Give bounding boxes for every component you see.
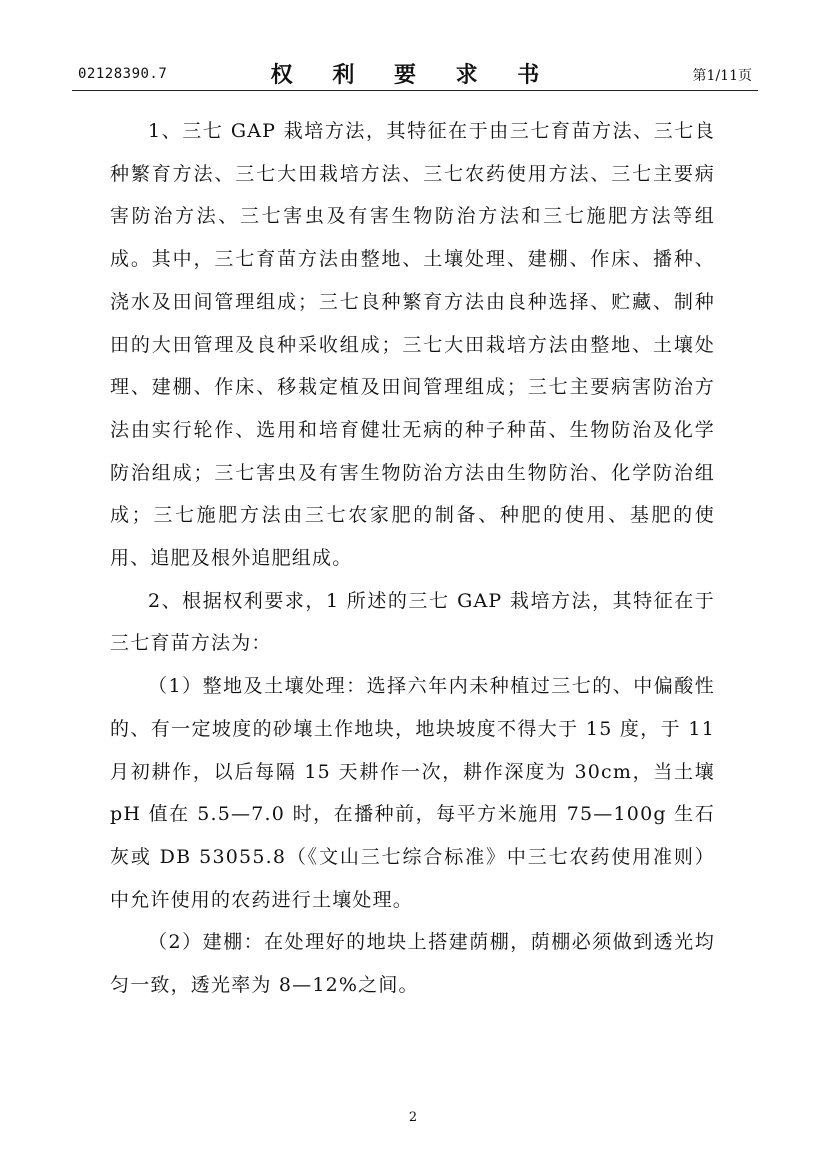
document-title: 权 利 要 求 书 [270,63,556,88]
claim-2-item-1: （1）整地及土壤处理：选择六年内未种植过三七的、中偏酸性的、有一定坡度的砂壤土作地块，地块坡度不得大于 15 度，于 11 月初耕作，以后每隔 15 天耕作一次，耕作深度为 30cm，当土壤 pH 值在 5.5—7.0 时，在播种前，每平方米施用 75—100g 生石灰或 DB 53055.8（《文山三七综合标准》中三七农药使用准则）中允许使用的农药进行土壤处理。 [110,675,715,911]
application-number: 02128390.7 [78,66,168,82]
claim-2-intro: 2、根据权利要求，1 所述的三七 GAP 栽培方法，其特征在于三七育苗方法为： [110,589,715,655]
claim-2-item-2: （2）建棚：在处理好的地块上搭建荫棚，荫棚必须做到透光均匀一致，透光率为 8—12%之间。 [110,931,715,997]
document-header [0,0,826,95]
claims-body [110,110,715,1007]
claim-1-paragraph: 1、三七 GAP 栽培方法，其特征在于由三七育苗方法、三七良种繁育方法、三七大田栽培方法、三七农药使用方法、三七主要病害防治方法、三七害虫及有害生物防治方法和三七施肥方法等组成。其中，三七育苗方法由整地、土壤处理、建棚、作床、播种、浇水及田间管理组成；三七良种繁育方法由良种选择、贮藏、制种田的大田管理及良种采收组成；三七大田栽培方法由整地、土壤处理、建棚、作床、移栽定植及田间管理组成；三七主要病害防治方法由实行轮作、选用和培育健壮无病的种子种苗、生物防治及化学防治组成；三七害虫及有害生物防治方法由生物防治、化学防治组成；三七施肥方法由三七农家肥的制备、种肥的使用、基肥的使用、追肥及根外追肥组成。 [110,120,715,570]
page-indicator: 第1/11页 [692,68,752,84]
header-rule [72,90,758,91]
page-number: 2 [408,1110,418,1125]
